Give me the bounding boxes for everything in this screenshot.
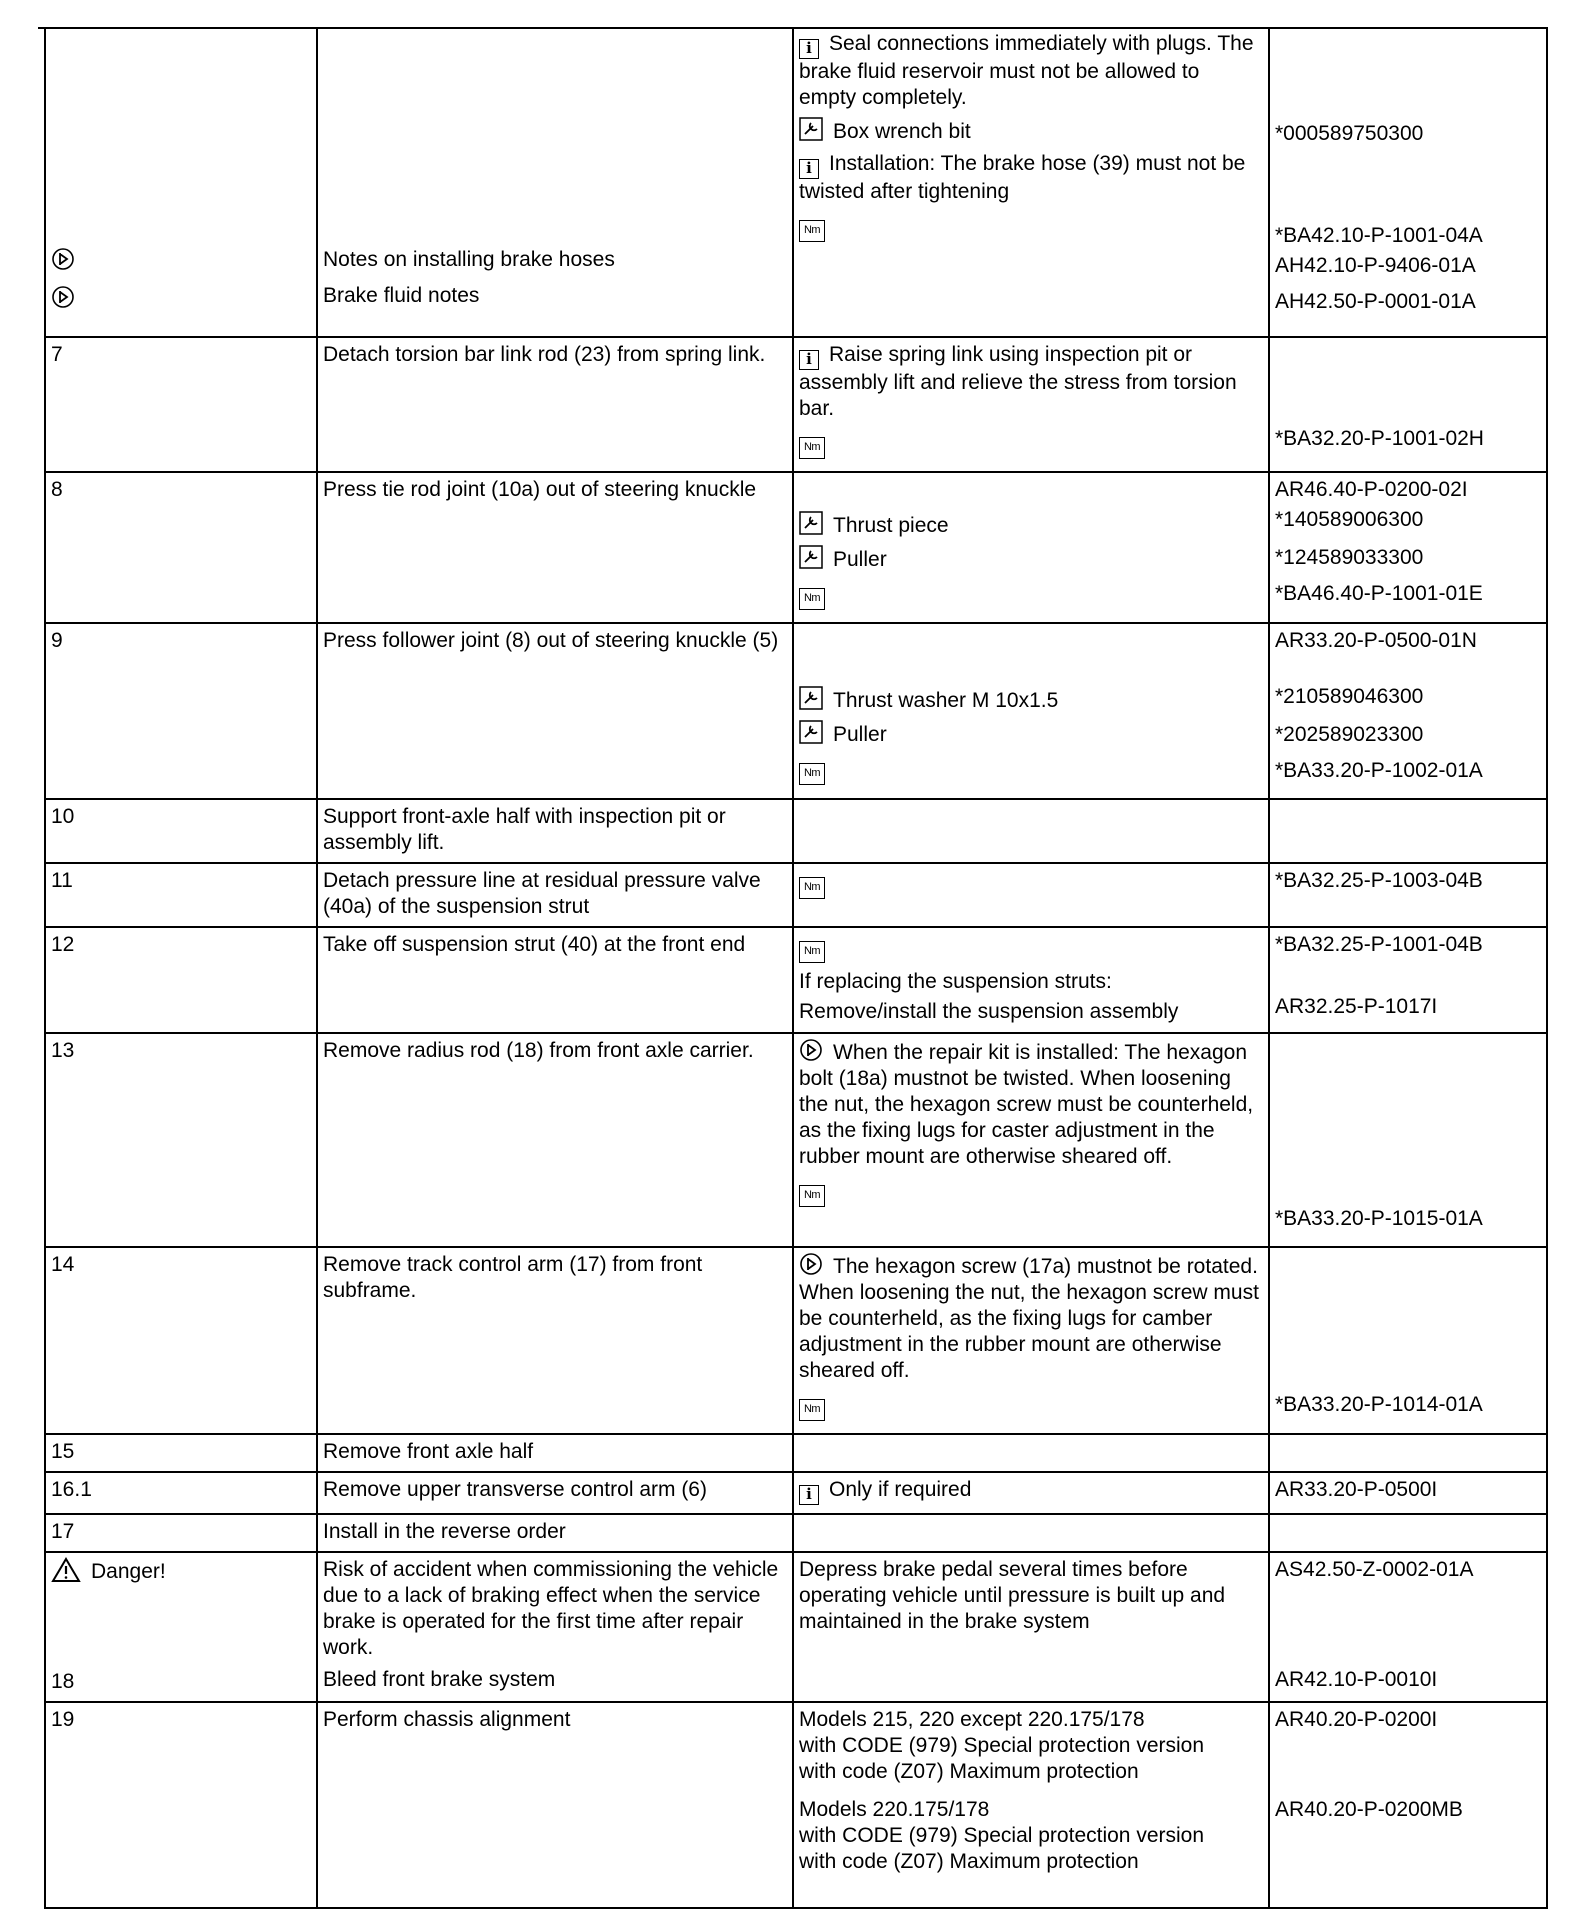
action-cell: Support front-axle half with inspection pit or assembly lift. [317,799,793,863]
notes-cell [793,927,1269,1033]
tool-icon [799,511,823,535]
table-row [45,1033,1547,1247]
reference: AR32.25-P-1017I [1275,995,1438,1018]
reference: *BA33.20-P-1002-01A [1275,759,1483,782]
procedure-table [44,27,1548,1909]
notes-icon [51,247,75,271]
torque-icon: Nm [799,588,825,610]
reference: AH42.50-P-0001-01A [1275,290,1476,313]
tool-icon [799,686,823,710]
notes-cell [793,863,1269,927]
table-row [45,1434,1547,1472]
info-icon: i [799,39,819,59]
table-row [45,1247,1547,1434]
ref-cell [1269,1702,1547,1908]
table-row [45,472,1547,623]
note-text: Seal connections immediately with plugs. The brake fluid reservoir must not be allowed to empty completely. [799,32,1254,109]
step-cell: 8 [45,472,317,623]
action-cell: Install in the reverse order [317,1514,793,1552]
table-row [45,1552,1547,1702]
info-icon: i [799,350,819,370]
notes-cell [793,337,1269,472]
ref-cell [1269,623,1547,799]
ref-cell [1269,1514,1547,1552]
table-row [45,1514,1547,1552]
notes-icon [799,1252,823,1276]
table-row [45,1472,1547,1514]
sub-step-label: Brake fluid notes [323,284,480,307]
step-cell: 7 [45,337,317,472]
tool-icon [799,720,823,744]
action-cell [317,1552,793,1702]
action-cell: Remove front axle half [317,1434,793,1472]
note-text: The hexagon screw (17a) mustnot be rotated. When loosening the nut, the hexagon screw must be counterheld, as the fixing lugs for camber adjustment in the rubber mount are otherwise sheared off. [799,1255,1259,1382]
notes-cell [793,623,1269,799]
torque-icon: Nm [799,1185,825,1207]
reference: AR33.20-P-0500-01N [1275,629,1477,652]
step-cell [45,1552,317,1702]
reference: *BA33.20-P-1014-01A [1275,1393,1483,1416]
info-icon: i [799,159,819,179]
step-cell: 16.1 [45,1472,317,1514]
table-row [45,623,1547,799]
notes-icon [799,1038,823,1062]
notes-cell: Depress brake pedal several times before operating vehicle until pressure is built up and maintained in the brake system [793,1552,1269,1702]
action-cell: Take off suspension strut (40) at the front end [317,927,793,1033]
ref-cell [1269,1434,1547,1472]
action-cell: Detach torsion bar link rod (23) from spring link. [317,337,793,472]
reference: AR42.10-P-0010I [1275,1668,1438,1691]
note-text: Installation: The brake hose (39) must not be twisted after tightening [799,152,1246,203]
notes-cell [793,472,1269,623]
note-text: Box wrench bit [833,120,971,143]
torque-icon: Nm [799,763,825,785]
note-text: Thrust piece [833,514,949,537]
torque-icon: Nm [799,877,825,899]
note-text: If replacing the suspension struts: [799,970,1112,993]
step-cell: 9 [45,623,317,799]
action-cell: Press tie rod joint (10a) out of steering knuckle [317,472,793,623]
reference: *140589006300 [1275,508,1424,531]
ref-cell: AR33.20-P-0500I [1269,1472,1547,1514]
sub-step-number: 18 [51,1670,75,1693]
ref-cell: *BA32.25-P-1003-04B [1269,863,1547,927]
table-row [45,927,1547,1033]
note-text: Remove/install the suspension assembly [799,1000,1179,1023]
reference: AS42.50-Z-0002-01A [1275,1558,1474,1581]
step-cell: 15 [45,1434,317,1472]
reference: AR40.20-P-0200MB [1275,1798,1463,1821]
notes-cell [793,1033,1269,1247]
ref-cell [1269,799,1547,863]
note-text: Models 220.175/178 with CODE (979) Special protection version with code (Z07) Maximum protection [799,1798,1205,1873]
reference: *124589033300 [1275,546,1424,569]
ref-cell [1269,1552,1547,1702]
note-text: Only if required [829,1478,972,1501]
reference: *000589750300 [1275,122,1424,145]
sub-step-label: Bleed front brake system [323,1668,556,1691]
note-text: Puller [833,723,887,746]
reference: *BA42.10-P-1001-04A [1275,224,1483,247]
reference: *202589023300 [1275,723,1424,746]
warning-icon [51,1557,81,1583]
notes-cell [793,1434,1269,1472]
reference: *210589046300 [1275,685,1424,708]
info-icon: i [799,1485,819,1505]
step-cell: 10 [45,799,317,863]
ref-cell [1269,1247,1547,1434]
note-text: Models 215, 220 except 220.175/178 with CODE (979) Special protection version with code (Z07) Maximum protection [799,1708,1205,1783]
note-text: Raise spring link using inspection pit or assembly lift and relieve the stress from torsion bar. [799,343,1237,420]
note-text: Thrust washer M 10x1.5 [833,689,1059,712]
reference: AR46.40-P-0200-02I [1275,478,1468,501]
notes-cell [793,1247,1269,1434]
tool-icon [799,117,823,141]
ref-cell [1269,27,1547,337]
step-cell: 14 [45,1247,317,1434]
step-cell: 19 [45,1702,317,1908]
notes-icon [51,285,75,309]
step-cell: 13 [45,1033,317,1247]
table-row [45,27,1547,337]
step-cell: 12 [45,927,317,1033]
action-cell: Remove upper transverse control arm (6) [317,1472,793,1514]
action-cell: Remove radius rod (18) from front axle carrier. [317,1033,793,1247]
action-cell: Press follower joint (8) out of steering knuckle (5) [317,623,793,799]
reference: AR40.20-P-0200I [1275,1708,1438,1731]
step-cell: 17 [45,1514,317,1552]
torque-icon: Nm [799,941,825,963]
action-cell: Remove track control arm (17) from front subframe. [317,1247,793,1434]
action-cell [317,27,793,337]
torque-icon: Nm [799,220,825,242]
notes-cell [793,1702,1269,1908]
reference: *BA32.25-P-1001-04B [1275,933,1483,956]
reference: AH42.10-P-9406-01A [1275,254,1476,277]
notes-cell [793,799,1269,863]
ref-cell [1269,927,1547,1033]
tool-icon [799,545,823,569]
reference: *BA32.20-P-1001-02H [1275,427,1484,450]
step-cell [45,27,317,337]
ref-cell [1269,1033,1547,1247]
note-text: When the repair kit is installed: The hexagon bolt (18a) mustnot be twisted. When loosening the nut, the hexagon screw must be counterheld, as the fixing lugs for caster adjustment in the rubber mount are otherwise sheared off. [799,1041,1254,1168]
danger-label: Danger! [91,1560,166,1583]
notes-cell [793,1472,1269,1514]
table-row [45,863,1547,927]
reference: *BA46.40-P-1001-01E [1275,582,1483,605]
table-row [45,1702,1547,1908]
note-text: Puller [833,548,887,571]
action-cell: Perform chassis alignment [317,1702,793,1908]
step-cell: 11 [45,863,317,927]
torque-icon: Nm [799,437,825,459]
table-row [45,337,1547,472]
action-cell: Detach pressure line at residual pressure valve (40a) of the suspension strut [317,863,793,927]
ref-cell [1269,337,1547,472]
danger-text: Risk of accident when commissioning the vehicle due to a lack of braking effect when the service brake is operated for the first time after repair work. [323,1558,779,1659]
notes-cell [793,27,1269,337]
sub-step-label: Notes on installing brake hoses [323,248,615,271]
notes-cell [793,1514,1269,1552]
table-row [45,799,1547,863]
torque-icon: Nm [799,1399,825,1421]
reference: *BA33.20-P-1015-01A [1275,1207,1483,1230]
ref-cell [1269,472,1547,623]
